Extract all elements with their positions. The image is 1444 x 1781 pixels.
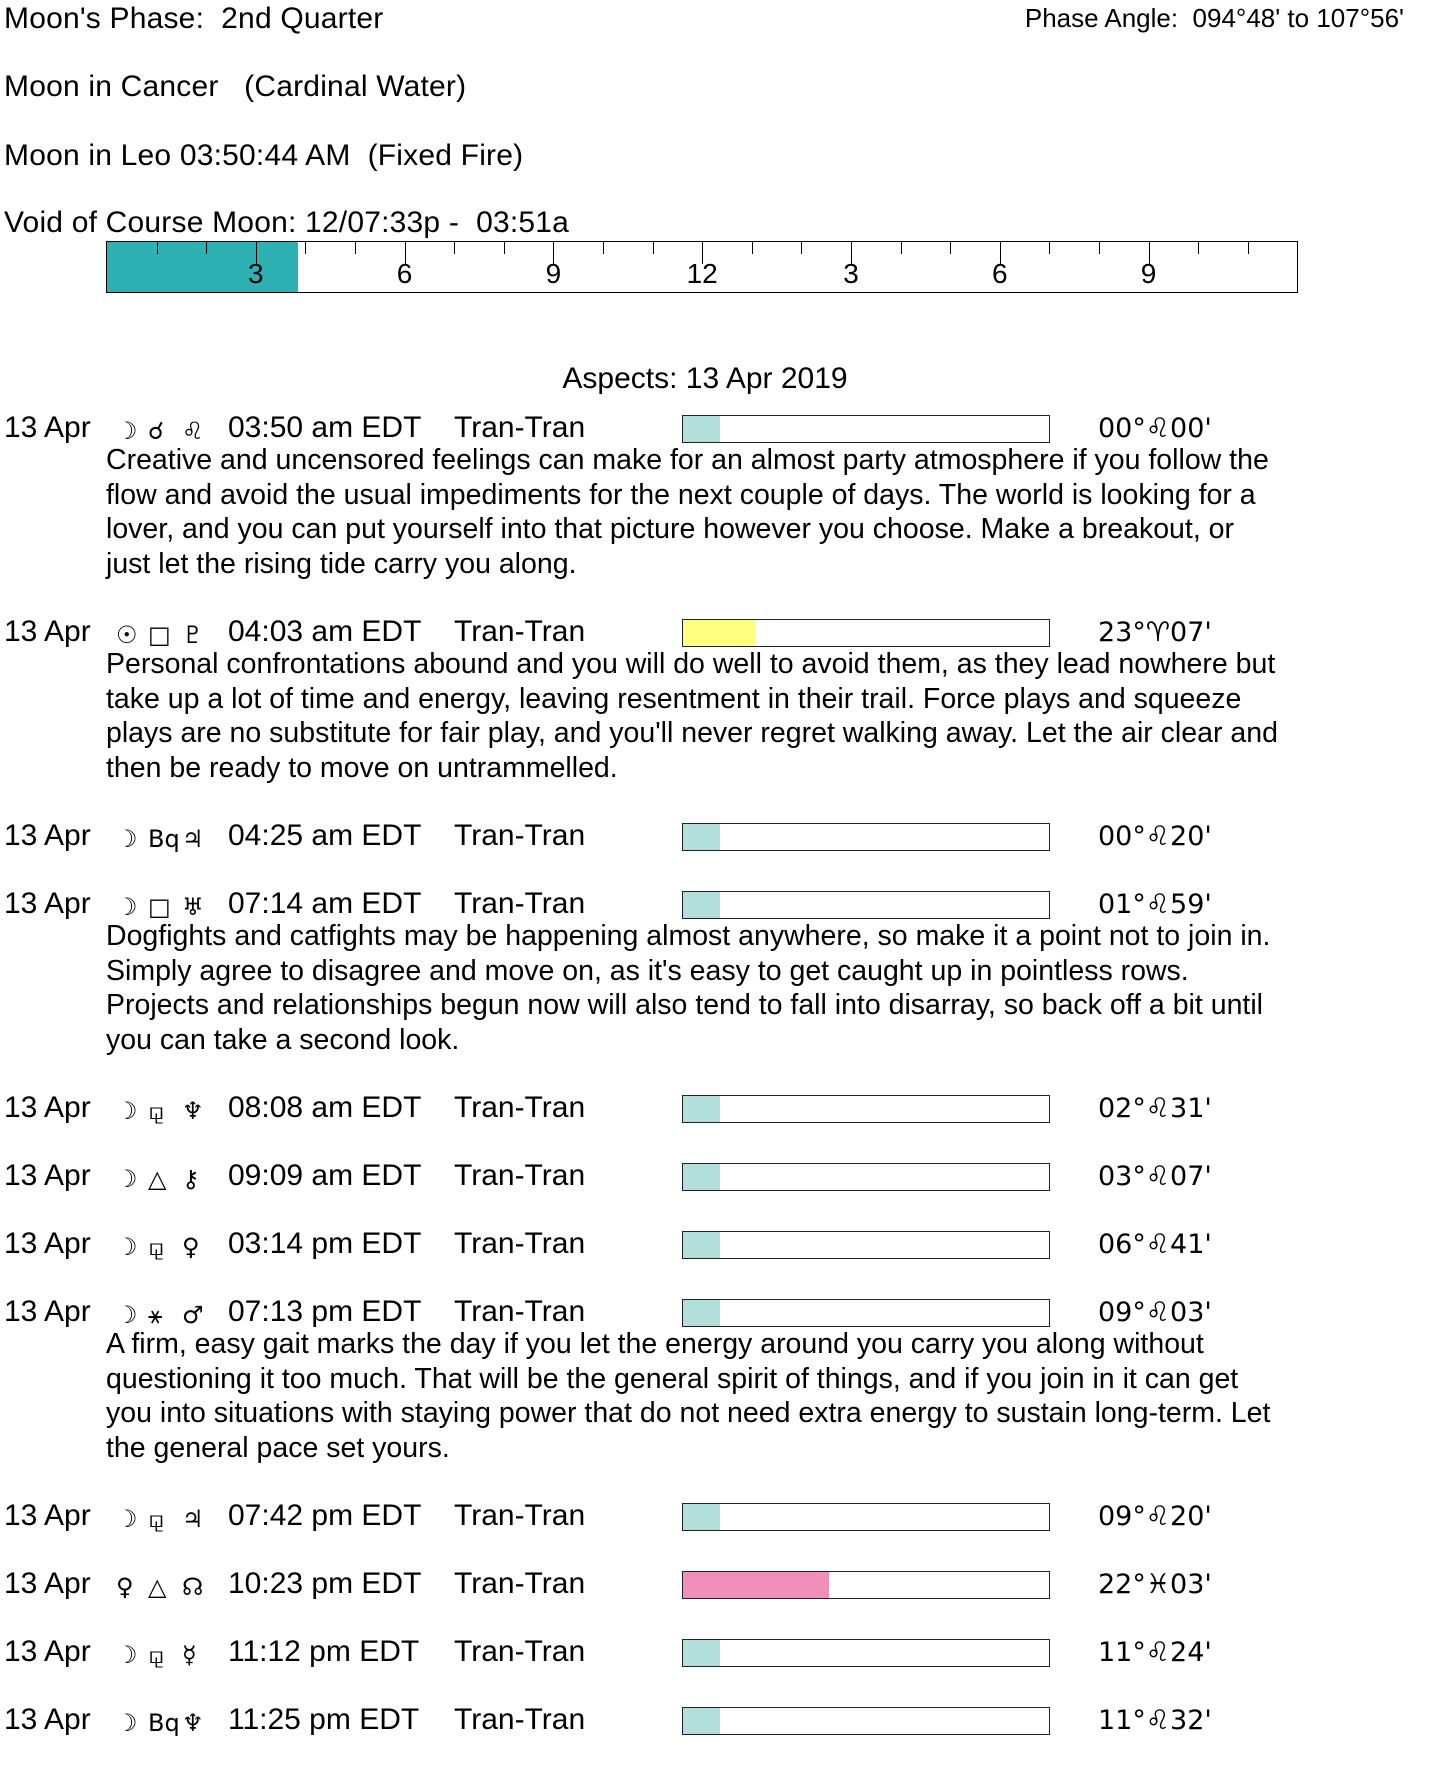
aspect-strength-fill (683, 824, 720, 850)
aspects-title: Aspects: 13 Apr 2019 (562, 362, 848, 395)
timeline-tick (901, 242, 902, 254)
aspect-position: 00°♌00' (1098, 413, 1212, 444)
planet-glyph-icon: ♇ (182, 621, 204, 649)
aspect-strength-bar (682, 1503, 1050, 1531)
aspect-strength-bar (682, 1095, 1050, 1123)
aspect-position: 01°♌59' (1098, 889, 1212, 920)
aspect-glyph-icon: Bq (148, 825, 180, 853)
aspect-date: 13 Apr (4, 1227, 91, 1260)
description-line: the general pace set yours. (106, 1431, 450, 1464)
planet-glyph-icon: ♂ (182, 1301, 204, 1329)
description-line: Dogfights and catfights may be happening almost anywhere, so make it a point not to join in. (106, 920, 1271, 952)
moon-ingress: Moon in Leo 03:50:44 AM (Fixed Fire) (4, 139, 524, 172)
timeline-tick (1198, 242, 1199, 254)
aspect-position: 00°♌20' (1098, 821, 1212, 852)
aspect-position: 11°♌32' (1098, 1705, 1212, 1736)
aspect-date: 13 Apr (4, 1091, 91, 1124)
planet-glyph-icon: ⚷ (182, 1165, 200, 1193)
timeline-hour-label: 6 (396, 258, 413, 289)
aspect-glyph-icon: ⚹ (148, 1301, 163, 1329)
aspect-strength-bar (682, 1299, 1050, 1327)
aspect-strength-fill (683, 892, 720, 918)
aspect-row (4, 1091, 1424, 1127)
aspect-date: 13 Apr (4, 887, 91, 920)
aspect-position: 03°♌07' (1098, 1161, 1212, 1192)
aspect-description (106, 443, 1396, 581)
phase-angle: Phase Angle: 094°48' to 107°56' (1024, 3, 1404, 33)
planet-glyph-icon: ☽ (116, 1097, 138, 1125)
aspect-kind: Tran-Tran (454, 1227, 586, 1260)
moon-sign: Moon in Cancer (Cardinal Water) (4, 70, 467, 103)
aspect-row (4, 1499, 1424, 1535)
timeline-tick (950, 242, 951, 254)
timeline-tick (1248, 242, 1249, 254)
description-line: questioning it too much. That will be the general spirit of things, and if you join in it can get (106, 1362, 1239, 1395)
aspect-date: 13 Apr (4, 411, 91, 444)
aspect-date: 13 Apr (4, 819, 91, 852)
aspect-strength-bar (682, 619, 1050, 647)
aspect-date: 13 Apr (4, 1703, 91, 1736)
aspect-time: 11:25 pm EDT (228, 1703, 420, 1736)
aspect-row (4, 1159, 1424, 1195)
description-line: you can take a second look. (106, 1023, 460, 1056)
aspect-strength-bar (682, 891, 1050, 919)
timeline-tick (653, 242, 654, 254)
aspect-row (4, 1567, 1424, 1603)
aspect-row (4, 1295, 1424, 1331)
planet-glyph-icon: ♃ (182, 1505, 204, 1533)
aspect-row (4, 887, 1424, 923)
planet-glyph-icon: ♅ (182, 893, 204, 921)
aspect-strength-bar (682, 1231, 1050, 1259)
aspect-position: 09°♌03' (1098, 1297, 1212, 1328)
aspect-glyph-icon: ⚼ (148, 1097, 165, 1125)
aspect-kind: Tran-Tran (454, 615, 586, 648)
timeline-tick (603, 242, 604, 254)
timeline-hour-label: 9 (545, 258, 562, 289)
aspect-strength-fill (683, 1572, 829, 1598)
aspect-row (4, 615, 1424, 651)
aspect-strength-fill (683, 1504, 720, 1530)
description-line: A firm, easy gait marks the day if you let the energy around you carry you along without (106, 1328, 1204, 1360)
aspect-strength-fill (683, 1640, 720, 1666)
description-line: Creative and uncensored feelings can make for an almost party atmosphere if you follow the (106, 444, 1269, 476)
aspect-row (4, 819, 1424, 855)
aspect-kind: Tran-Tran (454, 1295, 586, 1328)
aspect-time: 03:14 pm EDT (228, 1227, 422, 1260)
planet-glyph-icon: ☉ (116, 621, 138, 649)
aspect-row (4, 411, 1424, 447)
void-of-course: Void of Course Moon: 12/07:33p - 03:51a (4, 206, 570, 239)
aspect-time: 04:03 am EDT (228, 615, 422, 648)
aspect-time: 07:13 pm EDT (228, 1295, 422, 1328)
aspect-glyph-icon: ☌ (148, 417, 165, 445)
timeline-tick (504, 242, 505, 254)
description-line: plays are no substitute for fair play, and you'll never regret walking away. Let the air clear and (106, 717, 1278, 749)
aspect-glyph-icon: ⚼ (148, 1233, 165, 1261)
aspect-time: 11:12 pm EDT (228, 1635, 420, 1668)
aspect-glyph-icon: ⚼ (148, 1505, 165, 1533)
aspect-strength-bar (682, 823, 1050, 851)
planet-glyph-icon: ☽ (116, 1505, 138, 1533)
planet-glyph-icon: ☽ (116, 1301, 138, 1329)
aspect-strength-bar (682, 415, 1050, 443)
aspect-kind: Tran-Tran (454, 1635, 586, 1668)
planet-glyph-icon: ☽ (116, 1709, 138, 1737)
aspect-date: 13 Apr (4, 1635, 91, 1668)
timeline-tick (454, 242, 455, 254)
aspect-position: 11°♌24' (1098, 1637, 1212, 1668)
moon-phase: Moon's Phase: 2nd Quarter (4, 2, 384, 35)
description-line: then be ready to move on untrammelled. (106, 751, 618, 784)
aspect-position: 23°♈07' (1098, 617, 1212, 648)
aspect-row (4, 1703, 1424, 1739)
aspect-date: 13 Apr (4, 1499, 91, 1532)
aspect-time: 09:09 am EDT (228, 1159, 422, 1192)
aspect-kind: Tran-Tran (454, 819, 586, 852)
timeline-tick (206, 242, 207, 254)
planet-glyph-icon: ♌ (182, 417, 204, 445)
planet-glyph-icon: ☽ (116, 1165, 138, 1193)
aspect-glyph-icon: □ (148, 893, 171, 921)
aspect-kind: Tran-Tran (454, 1091, 586, 1124)
timeline-tick (355, 242, 356, 254)
aspect-kind: Tran-Tran (454, 411, 586, 444)
planet-glyph-icon: ☊ (182, 1573, 204, 1601)
aspect-date: 13 Apr (4, 615, 91, 648)
aspect-kind: Tran-Tran (454, 1703, 586, 1736)
planet-glyph-icon: ☿ (182, 1641, 197, 1669)
description-line: Projects and relationships begun now will also tend to fall into disarray, so back off a bit until (106, 989, 1264, 1021)
aspect-position: 22°♓03' (1098, 1569, 1212, 1600)
aspect-strength-fill (683, 620, 756, 646)
timeline-tick (305, 242, 306, 254)
aspect-strength-fill (683, 416, 720, 442)
aspect-description (106, 1327, 1396, 1465)
planet-glyph-icon: ♃ (182, 825, 204, 853)
aspect-kind: Tran-Tran (454, 887, 586, 920)
aspect-date: 13 Apr (4, 1567, 91, 1600)
timeline-tick (752, 242, 753, 254)
aspect-strength-bar (682, 1571, 1050, 1599)
aspect-glyph-icon: □ (148, 621, 171, 649)
aspect-strength-bar (682, 1707, 1050, 1735)
timeline-tick (801, 242, 802, 254)
planet-glyph-icon: ♀ (116, 1573, 134, 1601)
planet-glyph-icon: ☽ (116, 1233, 138, 1261)
aspect-strength-bar (682, 1639, 1050, 1667)
aspect-date: 13 Apr (4, 1159, 91, 1192)
timeline-hour-label: 6 (992, 258, 1008, 289)
aspect-row (4, 1635, 1424, 1671)
timeline-hour-label: 12 (686, 258, 718, 289)
void-of-course-timeline (106, 241, 1298, 293)
planet-glyph-icon: ☽ (116, 825, 138, 853)
aspect-strength-fill (683, 1300, 720, 1326)
aspect-time: 10:23 pm EDT (228, 1567, 422, 1600)
aspect-kind: Tran-Tran (454, 1567, 586, 1600)
timeline-hour-label: 9 (1140, 258, 1157, 289)
aspect-glyph-icon: ⚼ (148, 1641, 165, 1669)
aspect-description (106, 919, 1396, 1057)
timeline-tick (157, 242, 158, 254)
aspect-time: 03:50 am EDT (228, 411, 422, 444)
planet-glyph-icon: ☽ (116, 417, 138, 445)
aspect-kind: Tran-Tran (454, 1159, 586, 1192)
description-line: lover, and you can put yourself into that picture however you choose. Make a breakout, or (106, 513, 1234, 545)
aspect-position: 09°♌20' (1098, 1501, 1212, 1532)
aspect-description (106, 647, 1396, 785)
timeline-tick (1049, 242, 1050, 254)
planet-glyph-icon: ♀ (182, 1233, 200, 1261)
description-line: Personal confrontations abound and you will do well to avoid them, as they lead nowhere but (106, 648, 1276, 680)
aspect-strength-fill (683, 1708, 720, 1734)
aspect-strength-fill (683, 1232, 720, 1258)
aspect-glyph-icon: △ (148, 1573, 167, 1601)
aspect-strength-bar (682, 1163, 1050, 1191)
aspect-kind: Tran-Tran (454, 1499, 586, 1532)
description-line: flow and avoid the usual impediments for the next couple of days. The world is looking for a (106, 478, 1256, 511)
description-line: Simply agree to disagree and move on, as it's easy to get caught up in pointless rows. (106, 954, 1189, 987)
aspect-date: 13 Apr (4, 1295, 91, 1328)
aspect-glyph-icon: △ (148, 1165, 167, 1193)
description-line: you into situations with staying power that do not need extra energy to sustain long-term. Let (106, 1397, 1271, 1429)
planet-glyph-icon: ☽ (116, 893, 138, 921)
aspect-strength-fill (683, 1096, 720, 1122)
aspect-glyph-icon: Bq (148, 1709, 180, 1737)
planet-glyph-icon: ☽ (116, 1641, 138, 1669)
aspect-row (4, 1227, 1424, 1263)
description-line: take up a lot of time and energy, leaving resentment in their trail. Force plays and squeeze (106, 682, 1242, 715)
aspect-strength-fill (683, 1164, 720, 1190)
aspect-time: 07:14 am EDT (228, 887, 422, 920)
aspect-time: 08:08 am EDT (228, 1091, 422, 1124)
planet-glyph-icon: ♆ (182, 1709, 204, 1737)
aspect-time: 04:25 am EDT (228, 819, 422, 852)
aspect-position: 02°♌31' (1098, 1093, 1212, 1124)
timeline-tick (1099, 242, 1100, 254)
aspect-position: 06°♌41' (1098, 1229, 1212, 1260)
timeline-hour-label: 3 (843, 258, 859, 289)
planet-glyph-icon: ♆ (182, 1097, 204, 1125)
description-line: just let the rising tide carry you along. (106, 547, 577, 580)
timeline-hour-label: 3 (248, 258, 264, 289)
void-of-course-fill (107, 242, 298, 292)
aspect-time: 07:42 pm EDT (228, 1499, 422, 1532)
